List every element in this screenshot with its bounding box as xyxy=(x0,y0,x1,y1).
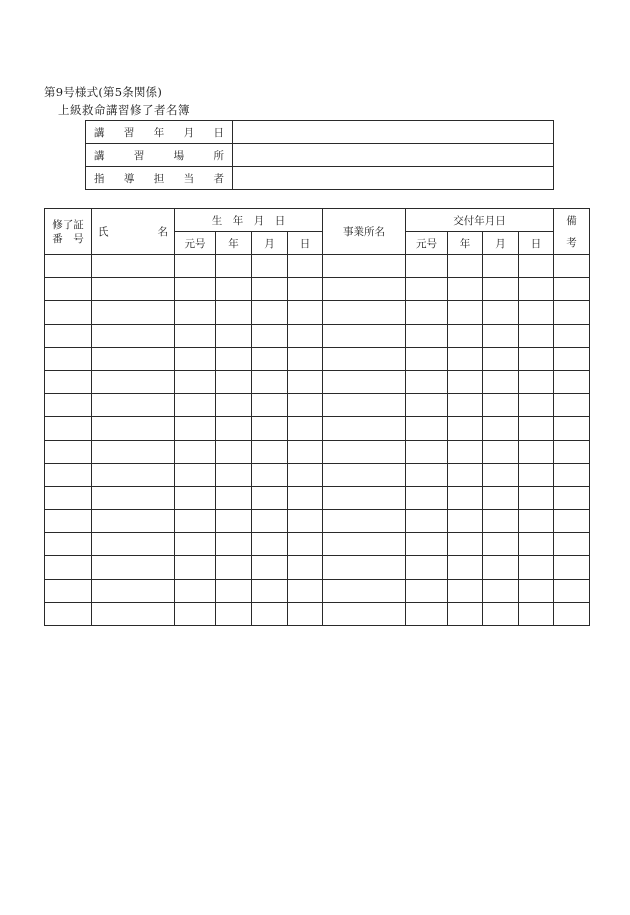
issue-month-cell[interactable] xyxy=(483,278,519,301)
birth-day-cell[interactable] xyxy=(288,556,323,579)
birth-month-cell[interactable] xyxy=(252,324,288,347)
birth-date-header: 生 年 月 日 xyxy=(175,209,323,232)
birth-year-cell[interactable] xyxy=(216,533,252,556)
name-cell[interactable] xyxy=(92,255,175,278)
remarks-header-line2: 考 xyxy=(566,236,577,249)
cert-number-cell[interactable] xyxy=(45,556,92,579)
name-cell[interactable] xyxy=(92,486,175,509)
issue-month-cell[interactable] xyxy=(483,301,519,324)
office-name-cell[interactable] xyxy=(323,510,406,533)
cert-number-cell[interactable] xyxy=(45,579,92,602)
issue-month-cell[interactable] xyxy=(483,347,519,370)
cert-number-header-line1: 修了証 xyxy=(52,218,84,231)
birth-month-cell[interactable] xyxy=(252,278,288,301)
office-name-cell[interactable] xyxy=(323,463,406,486)
issue-era-cell[interactable] xyxy=(406,510,448,533)
table-row xyxy=(45,602,590,625)
birth-era-cell[interactable] xyxy=(175,486,216,509)
name-cell[interactable] xyxy=(92,324,175,347)
course-info-table xyxy=(85,120,554,190)
issue-era-cell[interactable] xyxy=(406,533,448,556)
issue-year-cell[interactable] xyxy=(448,417,483,440)
remarks-cell[interactable] xyxy=(554,533,590,556)
birth-era-cell[interactable] xyxy=(175,255,216,278)
issue-month-cell[interactable] xyxy=(483,417,519,440)
birth-month-cell[interactable] xyxy=(252,579,288,602)
issue-era-cell[interactable] xyxy=(406,556,448,579)
issue-year-cell[interactable] xyxy=(448,486,483,509)
remarks-cell[interactable] xyxy=(554,602,590,625)
remarks-cell[interactable] xyxy=(554,510,590,533)
birth-era-cell[interactable] xyxy=(175,602,216,625)
name-cell[interactable] xyxy=(92,602,175,625)
birth-day-cell[interactable] xyxy=(288,324,323,347)
birth-year-cell[interactable] xyxy=(216,602,252,625)
office-name-cell[interactable] xyxy=(323,579,406,602)
issue-era-cell[interactable] xyxy=(406,324,448,347)
course-location-row xyxy=(86,144,554,167)
remarks-cell[interactable] xyxy=(554,556,590,579)
cert-number-cell[interactable] xyxy=(45,440,92,463)
issue-day-cell[interactable] xyxy=(519,510,554,533)
birth-era-cell[interactable] xyxy=(175,510,216,533)
birth-year-cell[interactable] xyxy=(216,579,252,602)
birth-year-cell[interactable] xyxy=(216,417,252,440)
issue-era-cell[interactable] xyxy=(406,347,448,370)
name-header xyxy=(92,209,175,255)
cert-number-cell[interactable] xyxy=(45,394,92,417)
issue-era-header: 元号 xyxy=(406,232,448,255)
issue-era-cell[interactable] xyxy=(406,463,448,486)
birth-year-cell[interactable] xyxy=(216,347,252,370)
birth-month-cell[interactable] xyxy=(252,417,288,440)
name-cell[interactable] xyxy=(92,510,175,533)
name-cell[interactable] xyxy=(92,370,175,393)
issue-era-cell[interactable] xyxy=(406,394,448,417)
issue-month-cell[interactable] xyxy=(483,370,519,393)
office-name-cell[interactable] xyxy=(323,486,406,509)
remarks-cell[interactable] xyxy=(554,463,590,486)
birth-year-cell[interactable] xyxy=(216,301,252,324)
table-row xyxy=(45,347,590,370)
remarks-header xyxy=(554,209,590,255)
birth-month-cell[interactable] xyxy=(252,370,288,393)
table-row xyxy=(45,510,590,533)
birth-day-cell[interactable] xyxy=(288,417,323,440)
issue-year-cell[interactable] xyxy=(448,556,483,579)
table-row xyxy=(45,394,590,417)
cert-number-cell[interactable] xyxy=(45,417,92,440)
birth-day-cell[interactable] xyxy=(288,301,323,324)
name-cell[interactable] xyxy=(92,347,175,370)
cert-number-cell[interactable] xyxy=(45,602,92,625)
office-name-cell[interactable] xyxy=(323,255,406,278)
birth-month-cell[interactable] xyxy=(252,394,288,417)
birth-day-cell[interactable] xyxy=(288,510,323,533)
course-location-label: 講習場所 xyxy=(86,144,233,167)
cert-number-cell[interactable] xyxy=(45,255,92,278)
birth-era-cell[interactable] xyxy=(175,324,216,347)
name-cell[interactable] xyxy=(92,556,175,579)
birth-month-cell[interactable] xyxy=(252,556,288,579)
issue-month-cell[interactable] xyxy=(483,394,519,417)
birth-era-cell[interactable] xyxy=(175,370,216,393)
course-date-field[interactable] xyxy=(233,121,554,144)
remarks-cell[interactable] xyxy=(554,486,590,509)
table-row xyxy=(45,486,590,509)
issue-day-cell[interactable] xyxy=(519,278,554,301)
issue-era-cell[interactable] xyxy=(406,278,448,301)
issue-month-cell[interactable] xyxy=(483,324,519,347)
cert-number-cell[interactable] xyxy=(45,347,92,370)
birth-day-cell[interactable] xyxy=(288,278,323,301)
birth-era-cell[interactable] xyxy=(175,556,216,579)
cert-number-cell[interactable] xyxy=(45,533,92,556)
roster-header-row xyxy=(45,209,590,232)
issue-era-cell[interactable] xyxy=(406,370,448,393)
birth-month-cell[interactable] xyxy=(252,510,288,533)
office-name-cell[interactable] xyxy=(323,301,406,324)
cert-number-cell[interactable] xyxy=(45,324,92,347)
cert-number-cell[interactable] xyxy=(45,463,92,486)
completion-roster-table xyxy=(44,208,590,626)
issue-month-cell[interactable] xyxy=(483,255,519,278)
remarks-cell[interactable] xyxy=(554,301,590,324)
birth-era-cell[interactable] xyxy=(175,533,216,556)
cert-number-header-line2: 番 号 xyxy=(52,232,84,245)
office-name-header: 事業所名 xyxy=(323,209,406,255)
birth-era-cell[interactable] xyxy=(175,301,216,324)
instructor-field[interactable] xyxy=(233,167,554,190)
issue-month-cell[interactable] xyxy=(483,533,519,556)
name-cell[interactable] xyxy=(92,579,175,602)
issue-day-cell[interactable] xyxy=(519,463,554,486)
issue-day-cell[interactable] xyxy=(519,324,554,347)
issue-day-cell[interactable] xyxy=(519,533,554,556)
issue-era-cell[interactable] xyxy=(406,440,448,463)
birth-era-header: 元号 xyxy=(175,232,216,255)
form-title: 上級救命講習修了者名簿 xyxy=(58,103,190,117)
birth-era-cell[interactable] xyxy=(175,417,216,440)
issue-year-cell[interactable] xyxy=(448,324,483,347)
birth-year-cell[interactable] xyxy=(216,394,252,417)
issue-year-cell[interactable] xyxy=(448,579,483,602)
instructor-row xyxy=(86,167,554,190)
issue-era-cell[interactable] xyxy=(406,255,448,278)
birth-year-cell[interactable] xyxy=(216,324,252,347)
issue-month-cell[interactable] xyxy=(483,602,519,625)
remarks-header-line1: 備 xyxy=(566,214,577,227)
issue-month-cell[interactable] xyxy=(483,440,519,463)
table-row xyxy=(45,255,590,278)
issue-day-cell[interactable] xyxy=(519,394,554,417)
issue-month-cell[interactable] xyxy=(483,463,519,486)
birth-era-cell[interactable] xyxy=(175,347,216,370)
remarks-cell[interactable] xyxy=(554,394,590,417)
birth-era-cell[interactable] xyxy=(175,394,216,417)
issue-day-cell[interactable] xyxy=(519,602,554,625)
issue-month-cell[interactable] xyxy=(483,486,519,509)
birth-year-cell[interactable] xyxy=(216,556,252,579)
birth-day-cell[interactable] xyxy=(288,347,323,370)
issue-year-cell[interactable] xyxy=(448,602,483,625)
table-row xyxy=(45,301,590,324)
cert-number-header xyxy=(45,209,92,255)
issue-day-cell[interactable] xyxy=(519,417,554,440)
remarks-cell[interactable] xyxy=(554,579,590,602)
office-name-cell[interactable] xyxy=(323,370,406,393)
issue-month-cell[interactable] xyxy=(483,510,519,533)
name-cell[interactable] xyxy=(92,440,175,463)
issue-year-cell[interactable] xyxy=(448,440,483,463)
instructor-label: 指導担当者 xyxy=(86,167,233,190)
issue-day-cell[interactable] xyxy=(519,301,554,324)
table-row xyxy=(45,417,590,440)
remarks-cell[interactable] xyxy=(554,278,590,301)
cert-number-cell[interactable] xyxy=(45,278,92,301)
birth-era-cell[interactable] xyxy=(175,278,216,301)
birth-year-cell[interactable] xyxy=(216,510,252,533)
cert-number-cell[interactable] xyxy=(45,486,92,509)
issue-year-cell[interactable] xyxy=(448,370,483,393)
table-row xyxy=(45,463,590,486)
birth-year-cell[interactable] xyxy=(216,278,252,301)
issue-era-cell[interactable] xyxy=(406,486,448,509)
issue-era-cell[interactable] xyxy=(406,301,448,324)
birth-day-cell[interactable] xyxy=(288,486,323,509)
issue-day-cell[interactable] xyxy=(519,486,554,509)
cert-number-cell[interactable] xyxy=(45,370,92,393)
form-number-label: 第9号様式(第5条関係) xyxy=(44,85,163,99)
birth-era-cell[interactable] xyxy=(175,463,216,486)
birth-month-cell[interactable] xyxy=(252,602,288,625)
birth-year-cell[interactable] xyxy=(216,463,252,486)
birth-day-cell[interactable] xyxy=(288,602,323,625)
birth-year-cell[interactable] xyxy=(216,255,252,278)
birth-month-cell[interactable] xyxy=(252,440,288,463)
office-name-cell[interactable] xyxy=(323,533,406,556)
issue-day-cell[interactable] xyxy=(519,556,554,579)
office-name-cell[interactable] xyxy=(323,440,406,463)
birth-day-cell[interactable] xyxy=(288,440,323,463)
name-cell[interactable] xyxy=(92,394,175,417)
issue-year-cell[interactable] xyxy=(448,301,483,324)
office-name-cell[interactable] xyxy=(323,602,406,625)
table-row xyxy=(45,278,590,301)
table-row xyxy=(45,556,590,579)
issue-day-cell[interactable] xyxy=(519,579,554,602)
name-cell[interactable] xyxy=(92,533,175,556)
name-cell[interactable] xyxy=(92,278,175,301)
birth-year-header: 年 xyxy=(216,232,252,255)
issue-era-cell[interactable] xyxy=(406,417,448,440)
remarks-cell[interactable] xyxy=(554,417,590,440)
remarks-cell[interactable] xyxy=(554,255,590,278)
birth-day-cell[interactable] xyxy=(288,533,323,556)
birth-day-cell[interactable] xyxy=(288,394,323,417)
birth-year-cell[interactable] xyxy=(216,486,252,509)
table-row xyxy=(45,324,590,347)
office-name-cell[interactable] xyxy=(323,347,406,370)
issue-day-cell[interactable] xyxy=(519,440,554,463)
course-date-label: 講習年月日 xyxy=(86,121,233,144)
birth-year-cell[interactable] xyxy=(216,440,252,463)
remarks-cell[interactable] xyxy=(554,324,590,347)
office-name-cell[interactable] xyxy=(323,417,406,440)
name-header-left: 氏 xyxy=(98,225,109,238)
issue-month-cell[interactable] xyxy=(483,556,519,579)
cert-number-cell[interactable] xyxy=(45,510,92,533)
office-name-cell[interactable] xyxy=(323,394,406,417)
table-row xyxy=(45,579,590,602)
cert-number-cell[interactable] xyxy=(45,301,92,324)
birth-day-cell[interactable] xyxy=(288,255,323,278)
birth-month-cell[interactable] xyxy=(252,486,288,509)
table-row xyxy=(45,370,590,393)
issue-day-cell[interactable] xyxy=(519,347,554,370)
birth-era-cell[interactable] xyxy=(175,440,216,463)
table-row xyxy=(45,440,590,463)
birth-day-header: 日 xyxy=(288,232,323,255)
birth-day-cell[interactable] xyxy=(288,370,323,393)
birth-era-cell[interactable] xyxy=(175,579,216,602)
course-date-row xyxy=(86,121,554,144)
issue-year-cell[interactable] xyxy=(448,510,483,533)
birth-month-cell[interactable] xyxy=(252,301,288,324)
issue-year-cell[interactable] xyxy=(448,278,483,301)
birth-day-cell[interactable] xyxy=(288,579,323,602)
birth-day-cell[interactable] xyxy=(288,463,323,486)
issue-date-header: 交付年月日 xyxy=(406,209,554,232)
issue-era-cell[interactable] xyxy=(406,579,448,602)
issue-year-header: 年 xyxy=(448,232,483,255)
remarks-cell[interactable] xyxy=(554,347,590,370)
birth-month-cell[interactable] xyxy=(252,533,288,556)
name-cell[interactable] xyxy=(92,301,175,324)
issue-month-header: 月 xyxy=(483,232,519,255)
table-row xyxy=(45,533,590,556)
birth-month-cell[interactable] xyxy=(252,463,288,486)
issue-day-cell[interactable] xyxy=(519,255,554,278)
issue-month-cell[interactable] xyxy=(483,579,519,602)
issue-day-header: 日 xyxy=(519,232,554,255)
birth-month-cell[interactable] xyxy=(252,347,288,370)
issue-year-cell[interactable] xyxy=(448,394,483,417)
name-cell[interactable] xyxy=(92,417,175,440)
birth-month-cell[interactable] xyxy=(252,255,288,278)
office-name-cell[interactable] xyxy=(323,278,406,301)
remarks-cell[interactable] xyxy=(554,440,590,463)
issue-day-cell[interactable] xyxy=(519,370,554,393)
birth-month-header: 月 xyxy=(252,232,288,255)
name-cell[interactable] xyxy=(92,463,175,486)
name-header-right: 名 xyxy=(157,225,168,238)
issue-era-cell[interactable] xyxy=(406,602,448,625)
issue-year-cell[interactable] xyxy=(448,463,483,486)
issue-year-cell[interactable] xyxy=(448,255,483,278)
issue-year-cell[interactable] xyxy=(448,347,483,370)
course-location-field[interactable] xyxy=(233,144,554,167)
issue-year-cell[interactable] xyxy=(448,533,483,556)
office-name-cell[interactable] xyxy=(323,324,406,347)
office-name-cell[interactable] xyxy=(323,556,406,579)
remarks-cell[interactable] xyxy=(554,370,590,393)
birth-year-cell[interactable] xyxy=(216,370,252,393)
